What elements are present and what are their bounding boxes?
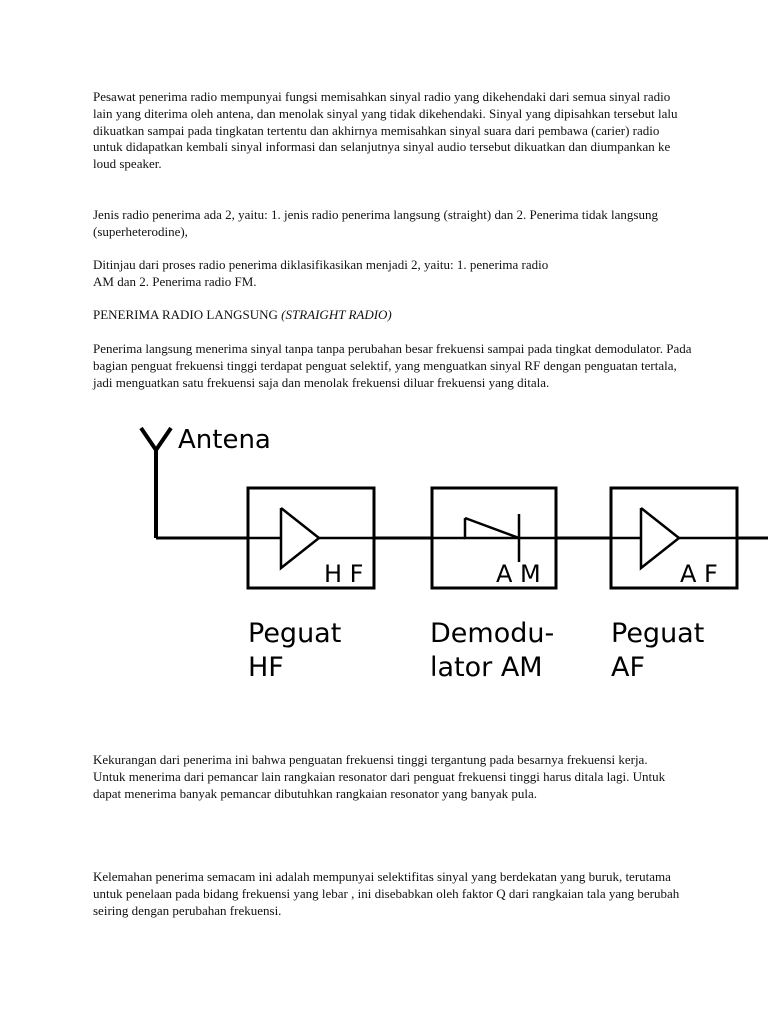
drawback-paragraph: Kekurangan dari penerima ini bahwa penguatan frekuensi tinggi tergantung pada besarnya frekuensi kerja. Untuk menerima dari pemancar lain rangkaian resonator dari penguat frekuensi tinggi harus ditala lagi. Untuk dapat menerima banyak pemancar dibutuhkan rangkaian resonator yang banyak pula. bbox=[93, 752, 666, 801]
antenna-label: Antena bbox=[178, 425, 271, 455]
af-caption-line-1: Peguat bbox=[611, 618, 705, 649]
section-heading-main: PENERIMA RADIO LANGSUNG bbox=[93, 307, 282, 322]
am-demodulator-block bbox=[432, 488, 556, 588]
am-caption-line-2: lator AM bbox=[430, 652, 543, 683]
section-heading bbox=[93, 307, 683, 324]
classification-line-1: Ditinjau dari proses radio penerima diklasifikasikan menjadi 2, yaitu: 1. penerima radio bbox=[93, 257, 549, 272]
af-amplifier-block bbox=[611, 488, 737, 588]
receiver-types-paragraph: Jenis radio penerima ada 2, yaitu: 1. jenis radio penerima langsung (straight) dan 2. Penerima tidak langsung (superheterodine), bbox=[93, 207, 658, 239]
antenna-icon bbox=[141, 428, 171, 538]
weakness-paragraph: Kelemahan penerima semacam ini adalah mempunyai selektifitas sinyal yang berdekatan yang buruk, terutama untuk penelaan pada bidang frekuensi yang lebar , ini disebabkan oleh faktor Q dari rangkaian tala yang berubah seiring dengan perubahan frekuensi. bbox=[93, 869, 680, 918]
block-diagram bbox=[0, 420, 768, 710]
am-caption-line-1: Demodu- bbox=[430, 618, 555, 649]
af-caption-line-2: AF bbox=[611, 652, 646, 683]
intro-paragraph: Pesawat penerima radio mempunyai fungsi memisahkan sinyal radio yang dikehendaki dari semua sinyal radio lain yang diterima oleh antena, dan menolak sinyal yang tidak dikehendaki. Sinyal yang dipisahkan tersebut lalu dikuatkan sampai pada tingkatan tertentu dan akhirnya memisahkan sinyal suara dari pembawa (carier) radio untuk didapatkan kembali sinyal informasi dan selanjutnya sinyal audio tersebut dikuatkan dan diumpankan ke loud speaker. bbox=[93, 89, 678, 172]
hf-block-tag: H F bbox=[324, 560, 364, 588]
hf-caption-line-1: Peguat bbox=[248, 618, 342, 649]
section-heading-italic: (STRAIGHT RADIO) bbox=[281, 307, 392, 322]
straight-receiver-paragraph: Penerima langsung menerima sinyal tanpa tanpa perubahan besar frekuensi sampai pada tingkat demodulator. Pada bagian penguat frekuensi tinggi terdapat penguat selektif, yang menguatkan sinyal RF dengan penguatan tertala, jadi menguatkan satu frekuensi saja dan menolak frekuensi diluar frekuensi yang ditala. bbox=[93, 341, 692, 390]
am-block-tag: A M bbox=[496, 560, 541, 588]
hf-caption-line-2: HF bbox=[248, 652, 284, 683]
hf-amplifier-block bbox=[248, 488, 374, 588]
af-block-tag: A F bbox=[680, 560, 718, 588]
classification-paragraph bbox=[93, 257, 683, 291]
classification-line-2: AM dan 2. Penerima radio FM. bbox=[93, 273, 257, 289]
